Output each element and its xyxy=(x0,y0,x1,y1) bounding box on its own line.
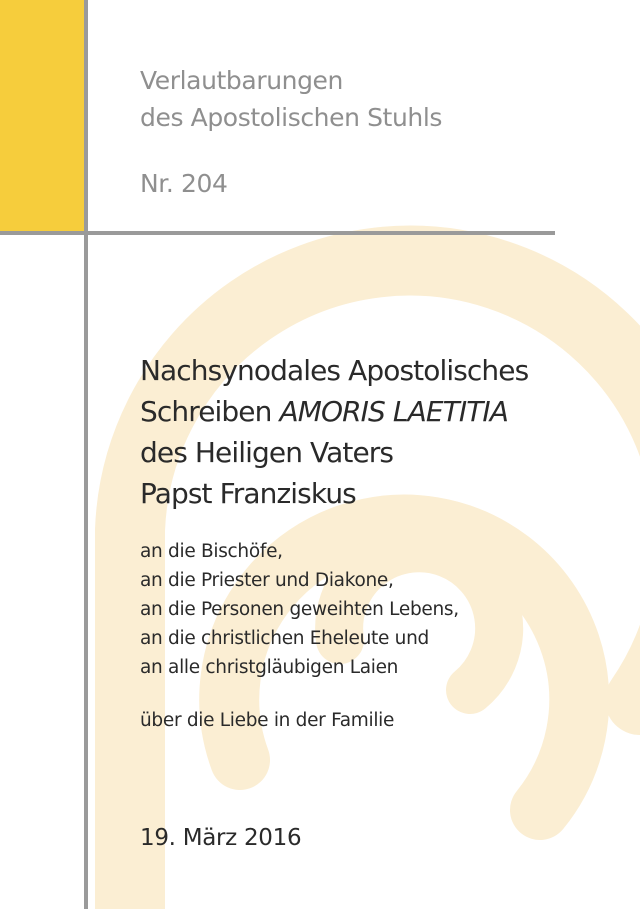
addressee-line: an die christlichen Eheleute und xyxy=(140,628,429,649)
series-line-1: Verlautbarungen xyxy=(140,66,343,95)
title-line-2-italic: AMORIS LAETITIA xyxy=(279,395,509,428)
horizontal-rule xyxy=(0,231,555,235)
series-line-2: des Apostolischen Stuhls xyxy=(140,103,443,132)
series-title xyxy=(140,62,442,136)
vertical-rule xyxy=(84,0,88,909)
title-line-2-prefix: Schreiben xyxy=(140,395,280,428)
title-line-2 xyxy=(140,391,528,432)
addressee-line: an alle christgläubigen Laien xyxy=(140,657,399,678)
publication-date: 19. März 2016 xyxy=(140,825,302,851)
addressee-line: an die Priester und Diakone, xyxy=(140,570,394,591)
addressee-line: an die Personen geweihten Lebens, xyxy=(140,599,459,620)
addressee-list xyxy=(140,537,459,682)
document-title xyxy=(140,350,528,514)
issue-number: Nr. 204 xyxy=(140,169,228,198)
title-line-4: Papst Franziskus xyxy=(140,477,356,510)
topic-line: über die Liebe in der Familie xyxy=(140,710,395,731)
title-line-3: des Heiligen Vaters xyxy=(140,436,394,469)
title-line-1: Nachsynodales Apostolisches xyxy=(140,354,529,387)
addressee-line: an die Bischöfe, xyxy=(140,541,283,562)
